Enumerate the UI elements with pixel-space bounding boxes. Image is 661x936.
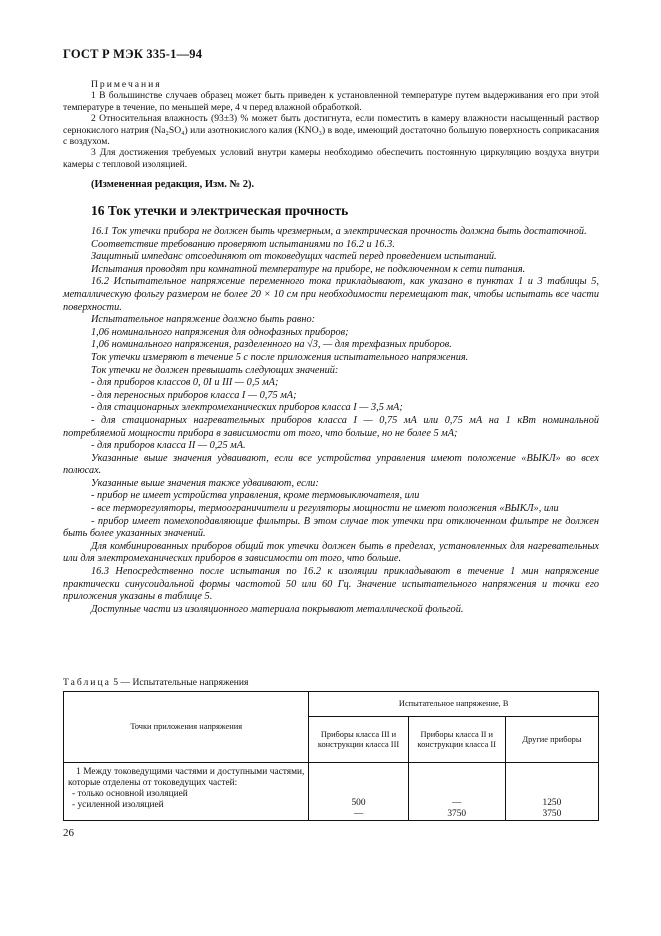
row-sub-text: - только основной изоляцией <box>72 789 188 799</box>
table-cell-other <box>505 763 598 821</box>
list-item: - все терморегуляторы, термоограничители и регуляторы мощности не имеют положения «ВЫКЛ», или <box>91 503 559 515</box>
note-item: 1 В большинстве случаев образец может быть приведен к установленной температуре путем выдерживания его при этой температуре в течение, по меньшей мере, 4 ч перед влажной обработкой. <box>63 90 599 113</box>
page-number: 26 <box>63 827 74 839</box>
table-header-group: Испытательное напряжение, В <box>309 692 599 717</box>
paragraph: 16.3 Непосредственно после испытания по 16.2 к изоляции прикладывают в течение 1 мин напряжение практически синусоидальной формы частотой 50 или 60 Гц. Значение испытательного напряжения и точки его приложения указаны в таблице 5. <box>63 566 599 603</box>
paragraph: 1,06 номинального напряжения, разделенного на √3, — для трехфазных приборов. <box>91 339 452 351</box>
cell-value: 3750 <box>542 809 562 819</box>
table-cell-class2 <box>408 763 505 821</box>
paragraph: 16.1 Ток утечки прибора не должен быть чрезмерным, а электрическая прочность должна быть достаточной. <box>91 226 587 237</box>
table-header-class3: Приборы класса III и конструкции класса III <box>309 717 408 763</box>
table-header-class2: Приборы класса II и конструкции класса II <box>408 717 505 763</box>
paragraph: Для комбинированных приборов общий ток утечки должен быть в пределах, установленных для нагревательных или для электромеханических приборов в зависимости от того, что больше. <box>63 540 599 565</box>
notes-block <box>63 79 599 170</box>
table-header-points: Точки приложения напряжения <box>64 692 309 763</box>
row-sub-text: - усиленной изоляцией <box>72 800 164 810</box>
paragraph: Испытательное напряжение должно быть равно: <box>91 314 316 326</box>
paragraph: 16.2 Испытательное напряжение переменного тока прикладывают, как указано в пунктах 1 и 3 таблицы 5, металлическую фольгу размером не более 20 × 10 см при необходимости перемещают так, чтобы испытать все части поверхности. <box>63 276 599 313</box>
list-item: - для стационарных нагревательных приборов класса I — 0,75 мА или 0,75 мА на 1 кВт номинальной потребляемой мощности прибора в зависимости от того, что больше, но не более 5 мА; <box>63 414 599 439</box>
row-main-text: 1 Между токоведущими частями и доступными частями, которые отделены от токоведущих частей: <box>68 767 305 788</box>
table-cell-class3 <box>309 763 408 821</box>
cell-value: — <box>353 809 364 819</box>
table-caption-label: Таблица <box>63 677 111 688</box>
table-row <box>64 763 599 821</box>
paragraph: Указанные выше значения также удваивают, если: <box>91 477 319 489</box>
paragraph: Доступные части из изоляционного материала покрывают металлической фольгой. <box>91 603 464 615</box>
notes-title: Примечания <box>91 79 162 90</box>
amendment-note: (Измененная редакция, Изм. № 2). <box>91 179 255 190</box>
section-body <box>63 226 599 616</box>
cell-value: 3750 <box>447 809 467 819</box>
list-item: - для стационарных электромеханических приборов класса I — 3,5 мА; <box>91 402 403 414</box>
paragraph: Испытания проводят при комнатной температуре на приборе, не подключенном к сети питания. <box>91 263 526 275</box>
paragraph: Соответствие требованию проверяют испытаниями по 16.2 и 16.3. <box>91 238 395 250</box>
paragraph: 1,06 номинального напряжения для однофазных приборов; <box>91 326 349 338</box>
paragraph: Указанные выше значения удваивают, если все устройства управления имеют положение «ВЫКЛ» во всех полюсах. <box>63 452 599 477</box>
list-item: - для приборов классов 0, 0I и III — 0,5 мА; <box>91 377 279 389</box>
list-item: - прибор имеет помехоподавляющие фильтры. В этом случае ток утечки при отключенном фильтре не должен быть более указанных значений. <box>63 515 599 540</box>
table-header-other: Другие приборы <box>505 717 598 763</box>
list-item: - для приборов класса II — 0,25 мА. <box>91 440 246 452</box>
section-title: 16 Ток утечки и электрическая прочность <box>91 203 349 218</box>
paragraph: Защитный импеданс отсоединяют от токоведущих частей перед проведением испытаний. <box>91 251 497 263</box>
list-item: - прибор не имеет устройства управления, кроме термовыключателя, или <box>91 490 420 502</box>
cell-value: 500 <box>351 798 366 808</box>
paragraph: Ток утечки не должен превышать следующих значений: <box>91 364 339 376</box>
document-header: ГОСТ Р МЭК 335-1—94 <box>63 47 203 61</box>
table-caption-text: 5 — Испытательные напряжения <box>113 677 249 688</box>
table-caption <box>63 677 248 688</box>
cell-value: 1250 <box>542 798 562 808</box>
cell-value: — <box>452 798 462 808</box>
table-cell-points <box>64 763 309 821</box>
test-voltage-table <box>63 691 599 821</box>
note-item: 2 Относительная влажность (93±3) % может быть достигнута, если поместить в камеру влажности насыщенный раствор сернокислого натрия (Na₂SO₄) или азотнокислого калия (KNO₃) в воде, имеющий достаточно большую поверхность соприкасания с воздухом. <box>63 113 599 148</box>
list-item: - для переносных приборов класса I — 0,75 мА; <box>91 389 297 401</box>
paragraph: Ток утечки измеряют в течение 5 с после приложения испытательного напряжения. <box>91 351 469 363</box>
note-item: 3 Для достижения требуемых условий внутри камеры необходимо обеспечить постоянную циркуляцию воздуха внутри камеры с тепловой изоляцией. <box>63 147 599 170</box>
